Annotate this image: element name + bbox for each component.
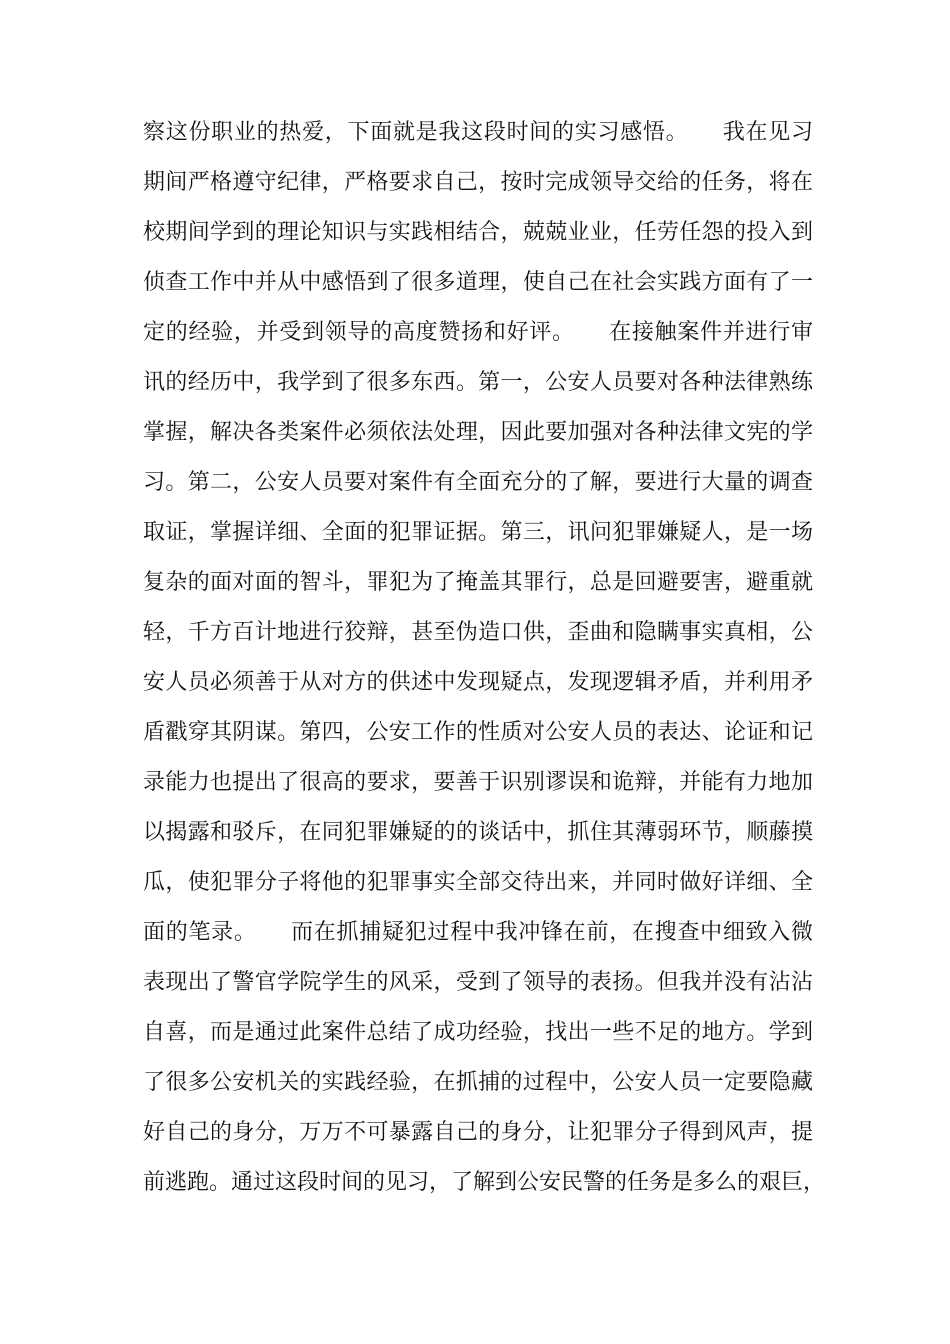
text-line: 讯的经历中，我学到了很多东西。第一，公安人员要对各种法律熟练 <box>143 370 813 395</box>
text-line: 复杂的面对面的智斗，罪犯为了掩盖其罪行，总是回避要害，避重就 <box>143 570 813 595</box>
text-line: 好自己的身分，万万不可暴露自己的身分，让犯罪分子得到风声，提 <box>143 1120 813 1145</box>
body-text <box>143 113 826 1213</box>
text-line: 面的笔录。 而在抓捕疑犯过程中我冲锋在前，在搜查中细致入微 <box>143 920 813 945</box>
text-line: 察这份职业的热爱，下面就是我这段时间的实习感悟。 我在见习 <box>143 120 813 145</box>
text-line: 掌握，解决各类案件必须依法处理，因此要加强对各种法律文宪的学 <box>143 420 813 445</box>
text-line: 盾戳穿其阴谋。第四，公安工作的性质对公安人员的表达、论证和记 <box>143 720 813 745</box>
text-line: 期间严格遵守纪律，严格要求自己，按时完成领导交给的任务，将在 <box>143 170 813 195</box>
text-line: 表现出了警官学院学生的风采，受到了领导的表扬。但我并没有沾沾 <box>143 970 813 995</box>
text-line: 习。第二，公安人员要对案件有全面充分的了解，要进行大量的调查 <box>143 470 813 495</box>
text-line: 轻，千方百计地进行狡辩，甚至伪造口供，歪曲和隐瞒事实真相，公 <box>143 620 813 645</box>
text-line: 安人员必须善于从对方的供述中发现疑点，发现逻辑矛盾，并利用矛 <box>143 670 813 695</box>
text-line: 录能力也提出了很高的要求，要善于识别谬误和诡辩，并能有力地加 <box>143 770 813 795</box>
text-line: 定的经验，并受到领导的高度赞扬和好评。 在接触案件并进行审 <box>143 320 813 345</box>
text-line: 瓜，使犯罪分子将他的犯罪事实全部交待出来，并同时做好详细、全 <box>143 870 813 895</box>
text-line: 以揭露和驳斥，在同犯罪嫌疑的的谈话中，抓住其薄弱环节，顺藤摸 <box>143 820 813 845</box>
text-line: 了很多公安机关的实践经验，在抓捕的过程中，公安人员一定要隐藏 <box>143 1070 813 1095</box>
text-line: 前逃跑。通过这段时间的见习，了解到公安民警的任务是多么的艰巨， <box>143 1170 826 1195</box>
text-line: 校期间学到的理论知识与实践相结合，兢兢业业，任劳任怨的投入到 <box>143 220 813 245</box>
text-line: 侦查工作中并从中感悟到了很多道理，使自己在社会实践方面有了一 <box>143 270 813 295</box>
text-line: 自喜，而是通过此案件总结了成功经验，找出一些不足的地方。学到 <box>143 1020 813 1045</box>
text-line: 取证，掌握详细、全面的犯罪证据。第三，讯问犯罪嫌疑人，是一场 <box>143 520 813 545</box>
